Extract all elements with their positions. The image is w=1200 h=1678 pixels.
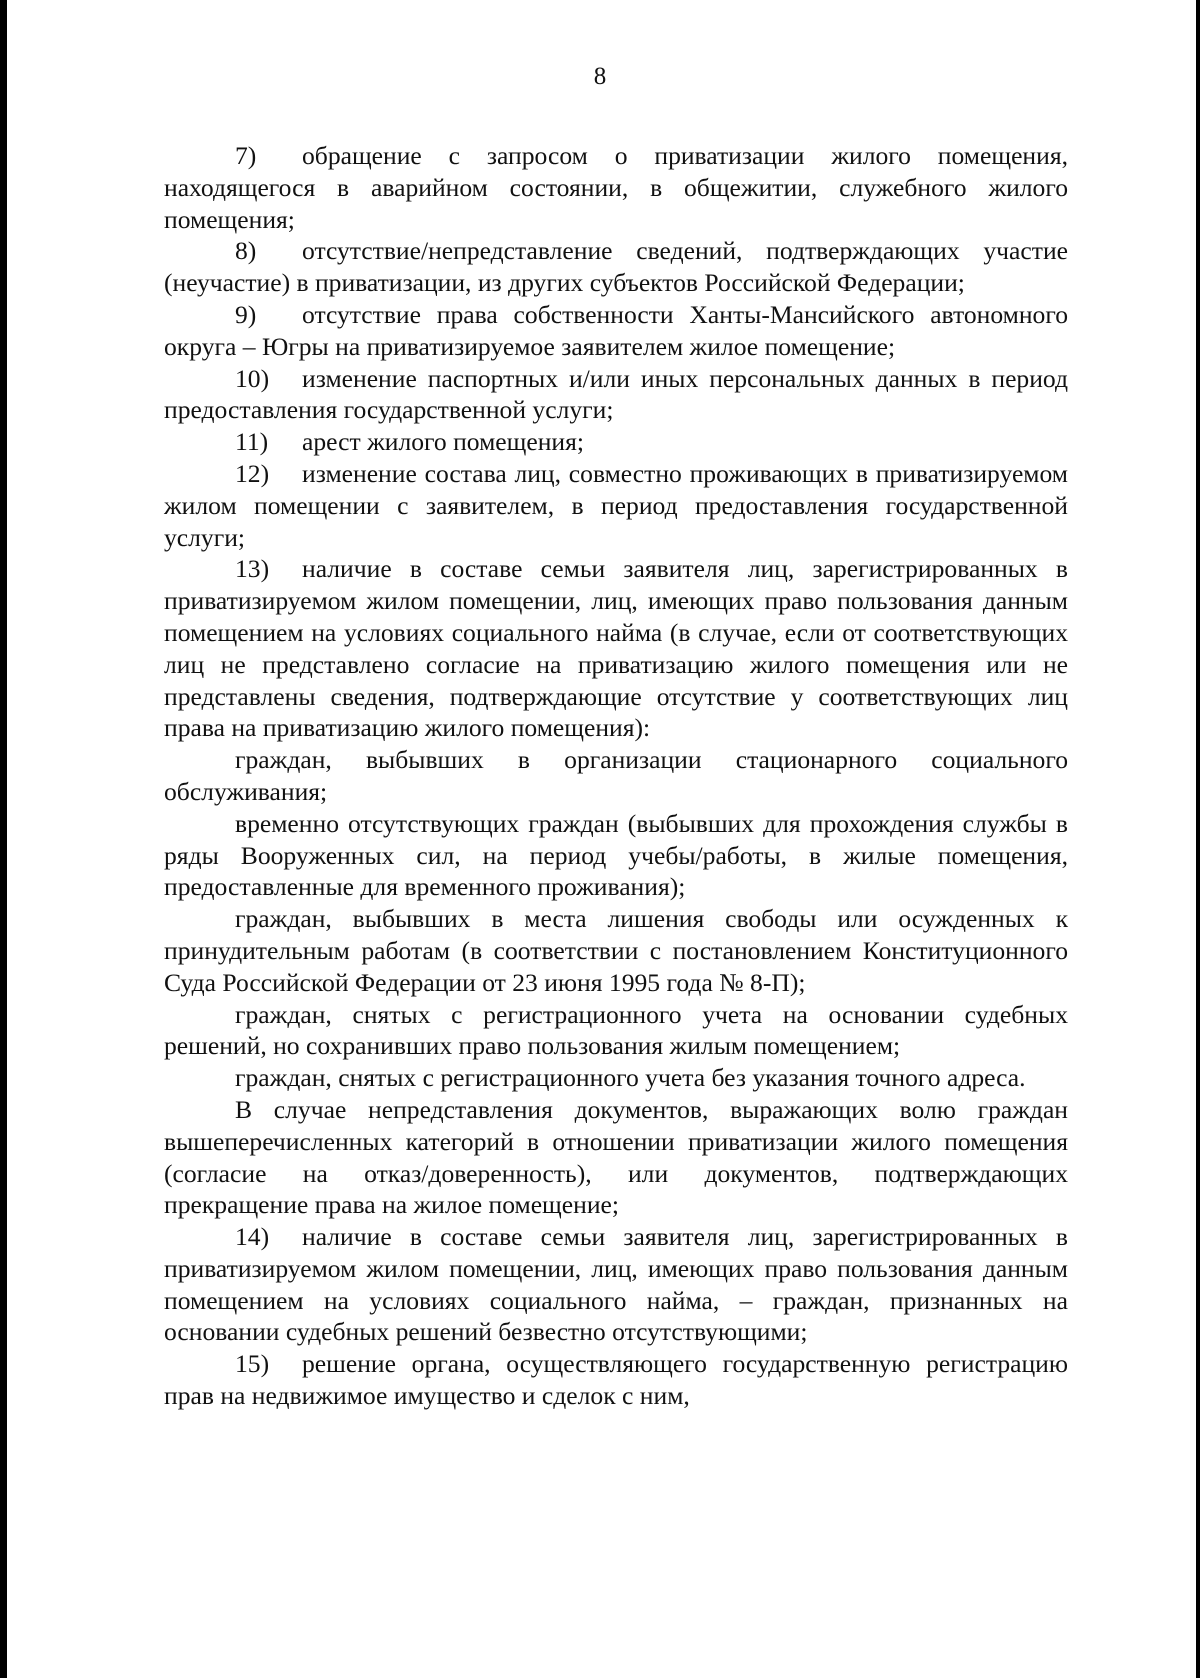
item-text: обращение с запросом о приватизации жилого помещения, находящегося в аварийном состоянии, в общежитии, служебного жилого помещения;: [164, 141, 1068, 234]
list-item-14: [164, 1221, 1068, 1348]
item-text: отсутствие/непредставление сведений, подтверждающих участие (неучастие) в приватизации, из других субъектов Российской Федерации;: [164, 236, 1068, 298]
page-number: 8: [593, 63, 607, 90]
sub-item: граждан, снятых с регистрационного учета на основании судебных решений, но сохранивших право пользования жилым помещением;: [164, 999, 1068, 1061]
sub-item: граждан, выбывших в места лишения свободы или осужденных к принудительным работам (в соответствии с постановлением Конституционного Суда Российской Федерации от 23 июня 1995 года № 8-П);: [164, 904, 1068, 997]
item-number: 11): [235, 427, 269, 457]
sub-item: временно отсутствующих граждан (выбывших для прохождения службы в ряды Вооруженных сил, на период учебы/работы, в жилые помещения, предоставленные для временного проживания);: [164, 808, 1068, 902]
item-text: арест жилого помещения;: [302, 427, 585, 457]
item-number: 15): [235, 1349, 270, 1379]
paragraph: В случае непредставления документов, выражающих волю граждан вышеперечисленных категорий в отношении приватизации жилого помещения (согласие на отказ/доверенность), или документов, подтверждающих прекращение права на жилое помещение;: [164, 1094, 1068, 1220]
list-item-13: [164, 553, 1068, 744]
list-item-9: [164, 299, 1068, 363]
item-number: 10): [235, 363, 270, 393]
list-item-12: [164, 458, 1068, 553]
item-text: изменение паспортных и/или иных персональных данных в период предоставления государственной услуги;: [164, 363, 1068, 425]
item-text: отсутствие права собственности Ханты-Мансийского автономного округа – Югры на приватизируемое заявителем жилое помещение;: [164, 299, 1068, 361]
item-number: 8): [235, 236, 257, 266]
scan-edge-left: [0, 0, 7, 1678]
list-item-15: [164, 1348, 1068, 1412]
item-text: решение органа, осуществляющего государственную регистрацию прав на недвижимое имущество и сделок с ним,: [164, 1349, 1068, 1411]
document-body: [164, 140, 1068, 1412]
sub-item: граждан, выбывших в организации стационарного социального обслуживания;: [164, 745, 1068, 806]
item-number: 12): [235, 458, 270, 488]
item-text: изменение состава лиц, совместно проживающих в приватизируемом жилом помещении с заявителем, в период предоставления государственной услуги;: [164, 458, 1068, 552]
item-number: 7): [235, 141, 257, 170]
item-number: 14): [235, 1222, 270, 1252]
list-item-11: [164, 426, 1068, 458]
list-item-10: [164, 363, 1068, 427]
sub-item: граждан, снятых с регистрационного учета без указания точного адреса.: [235, 1063, 1026, 1093]
list-item-8: [164, 235, 1068, 299]
item-text: наличие в составе семьи заявителя лиц, зарегистрированных в приватизируемом жилом помещении, лиц, имеющих право пользования данным помещением на условиях социального найма, – граждан, признанных на основании судебных решений безвестно отсутствующими;: [164, 1222, 1068, 1347]
item-text: наличие в составе семьи заявителя лиц, зарегистрированных в приватизируемом жилом помещении, лиц, имеющих право пользования данным помещением на условиях социального найма (в случае, если от соответствующих лиц не представлено согласие на приватизацию жилого помещения или не представлены сведения, подтверждающие отсутствие у соответствующих лиц права на приватизацию жилого помещения):: [164, 554, 1068, 743]
scan-edge-right: [1196, 0, 1200, 1678]
item-number: 9): [235, 299, 257, 329]
list-item-7: [164, 140, 1068, 235]
item-number: 13): [235, 554, 270, 584]
